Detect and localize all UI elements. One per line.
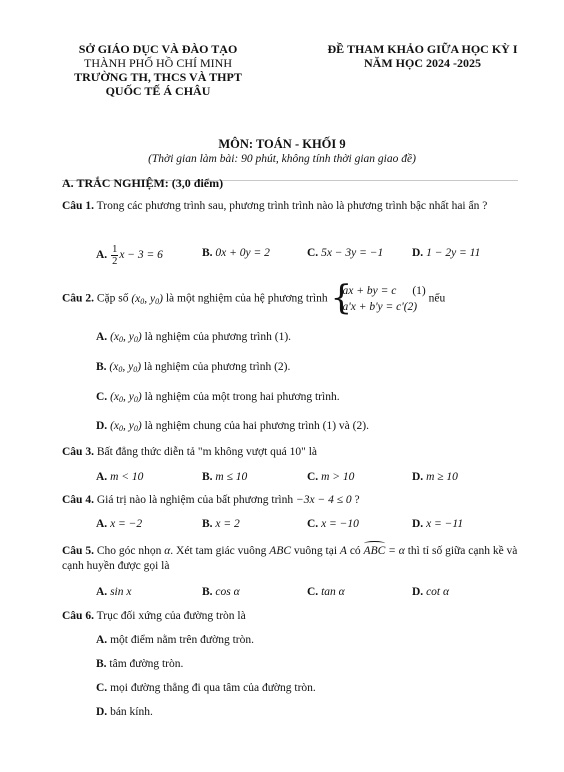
- fraction-numerator: 1: [112, 244, 118, 255]
- q1-b-expr: 0x + 0y = 2: [215, 247, 270, 259]
- q6-d-text: bán kính.: [110, 706, 153, 718]
- q5-a-expr: sin x: [110, 586, 132, 598]
- q5-d-expr: cot α: [426, 586, 450, 598]
- q3-c-expr: m > 10: [321, 471, 355, 483]
- q1-option-b: [202, 246, 270, 261]
- question-5: Câu 5. Cho góc nhọn α. Xét tam giác vuông ABC vuông tại A có ABC = α thì tỉ số giữa cạnh kề và cạnh huyền được gọi là: [62, 545, 518, 572]
- option-label: A.: [96, 634, 108, 646]
- option-label: D.: [96, 706, 108, 718]
- q3-option-b: [202, 470, 247, 485]
- q2-c-text: là nghiệm của một trong hai phương trình.: [144, 391, 340, 403]
- system-eq2: a'x + b'y = c'(2): [342, 301, 418, 313]
- q4-text: Giá trị nào là nghiệm của bất phương trình: [96, 494, 294, 506]
- option-label: B.: [202, 247, 213, 259]
- equation-system: [330, 278, 426, 318]
- q5-label: Câu 5.: [62, 545, 94, 557]
- school-year: NĂM HỌC 2024 -2025: [364, 56, 481, 70]
- option-label: B.: [202, 471, 213, 483]
- q2-option-b: [96, 360, 290, 377]
- q4-option-d: [412, 517, 463, 532]
- q2-option-a: [96, 330, 291, 347]
- fraction: [111, 244, 118, 267]
- q6-label: Câu 6.: [62, 610, 94, 622]
- q5-option-b: [202, 585, 240, 600]
- q2-mid: là một nghiệm của hệ phương trình: [165, 292, 328, 305]
- option-label: B.: [202, 586, 213, 598]
- q6-c-text: mọi đường thẳng đi qua tâm của đường tròn.: [110, 682, 316, 694]
- system-eq1: ax + by = c (1): [342, 285, 426, 297]
- option-label: C.: [307, 247, 319, 259]
- q1-option-d: [412, 246, 480, 261]
- option-label: B.: [96, 658, 107, 670]
- q6-option-a: [96, 633, 254, 648]
- q6-a-text: một điểm nằm trên đường tròn.: [110, 634, 254, 646]
- q1-label: Câu 1.: [62, 200, 94, 212]
- pair-x0y0: ($x_0$, $y_0$): [109, 361, 142, 374]
- option-label: A.: [96, 586, 108, 598]
- q5-option-a: [96, 585, 131, 600]
- option-label: D.: [96, 420, 108, 432]
- option-label: B.: [96, 361, 107, 373]
- q2-a-text: là nghiệm của phương trình (1).: [144, 331, 292, 343]
- q2-option-d: [96, 419, 369, 436]
- pair-x0y0: ($x_0$, $y_0$): [110, 420, 142, 433]
- q3-b-expr: m ≤ 10: [215, 471, 248, 483]
- q1-a-expr: x − 3 = 6: [119, 249, 163, 262]
- q4-option-b: [202, 517, 240, 532]
- school-header: [48, 42, 268, 98]
- q4-option-a: [96, 517, 142, 532]
- option-label: C.: [307, 471, 319, 483]
- q4-qmark: ?: [354, 494, 360, 506]
- angle-equals-alpha: = α: [388, 545, 405, 557]
- option-label: D.: [412, 247, 424, 259]
- q3-d-expr: m ≥ 10: [426, 471, 458, 483]
- q2-b-text: là nghiệm của phương trình (2).: [143, 361, 291, 373]
- q3-label: Câu 3.: [62, 446, 94, 458]
- q2-pre: Cặp số: [96, 292, 129, 305]
- q2-option-c: [96, 390, 340, 407]
- department-line: SỞ GIÁO DỤC VÀ ĐÀO TẠO: [78, 42, 238, 56]
- q6-option-d: [96, 705, 153, 720]
- q6-b-text: tâm đường tròn.: [109, 658, 184, 670]
- q1-text: Trong các phương trình sau, phương trình trình nào là phương trình bậc nhất hai ẩn ?: [96, 200, 488, 212]
- option-label: A.: [96, 331, 108, 343]
- question-6: [62, 609, 532, 624]
- q3-option-d: [412, 470, 458, 485]
- q4-a-expr: x = −2: [110, 518, 143, 530]
- section-a-heading: A. TRẮC NGHIỆM: (3,0 điểm): [62, 176, 224, 190]
- city-line: THÀNH PHỐ HỒ CHÍ MINH: [84, 56, 232, 70]
- q2-label: Câu 2.: [62, 292, 94, 305]
- q1-c-expr: 5x − 3y = −1: [321, 247, 384, 259]
- option-label: C.: [307, 586, 319, 598]
- q5-c-expr: tan α: [321, 586, 345, 598]
- time-note: (Thời gian làm bài: 90 phút, không tính thời gian giao đề): [148, 153, 416, 165]
- alpha-symbol: α: [164, 545, 171, 557]
- school-line: TRƯỜNG TH, THCS VÀ THPT: [74, 70, 242, 84]
- option-label: B.: [202, 518, 213, 530]
- q4-c-expr: x = −10: [321, 518, 359, 530]
- q5-b-expr: cos α: [215, 586, 240, 598]
- q4-d-expr: x = −11: [426, 518, 464, 530]
- pair-x0y0: ($x_0$, $y_0$): [131, 292, 163, 306]
- q3-option-a: [96, 470, 143, 485]
- angle-abc: ABC: [363, 545, 386, 557]
- vertex-name: A: [339, 545, 347, 557]
- option-label: A.: [96, 471, 108, 483]
- option-label: A.: [96, 518, 108, 530]
- q2-d-text: là nghiệm chung của hai phương trình (1) và (2).: [144, 420, 369, 432]
- q1-option-c: [307, 246, 383, 261]
- question-3: [62, 445, 532, 460]
- q4-option-c: [307, 517, 359, 532]
- option-label: C.: [307, 518, 319, 530]
- q6-option-c: [96, 681, 316, 696]
- option-label: D.: [412, 586, 424, 598]
- exam-title: ĐỀ THAM KHẢO GIỮA HỌC KỲ I: [327, 42, 518, 56]
- exam-header: [300, 42, 545, 70]
- option-label: A.: [96, 249, 108, 262]
- option-label: C.: [96, 391, 108, 403]
- q4-b-expr: x = 2: [215, 518, 240, 530]
- question-4: [62, 493, 532, 508]
- subject-title: MÔN: TOÁN - KHỐI 9: [218, 137, 346, 151]
- fraction-denominator: 2: [112, 256, 118, 267]
- school-name-line: QUỐC TẾ Á CHÂU: [105, 84, 211, 98]
- option-label: C.: [96, 682, 108, 694]
- q1-d-expr: 1 − 2y = 11: [426, 247, 481, 259]
- q1-option-a: [96, 244, 163, 267]
- question-1: [62, 199, 532, 214]
- option-label: D.: [412, 471, 424, 483]
- left-brace-icon: {: [330, 278, 353, 318]
- q4-label: Câu 4.: [62, 494, 94, 506]
- q4-inequality: −3x − 4 ≤ 0: [295, 494, 352, 506]
- q5-option-d: [412, 585, 449, 600]
- q2-post: nếu: [428, 292, 446, 305]
- triangle-name: ABC: [269, 545, 292, 557]
- pair-x0y0: ($x_0$, $y_0$): [110, 391, 142, 404]
- q6-option-b: [96, 657, 183, 672]
- q5-option-c: [307, 585, 345, 600]
- q6-text: Trục đối xứng của đường tròn là: [96, 610, 246, 622]
- q3-a-expr: m < 10: [110, 471, 144, 483]
- option-label: D.: [412, 518, 424, 530]
- question-2: [62, 278, 532, 318]
- pair-x0y0: ($x_0$, $y_0$): [110, 331, 142, 344]
- q3-text: Bất đẳng thức diễn tả "m không vượt quá 10" là: [96, 446, 318, 458]
- q3-option-c: [307, 470, 354, 485]
